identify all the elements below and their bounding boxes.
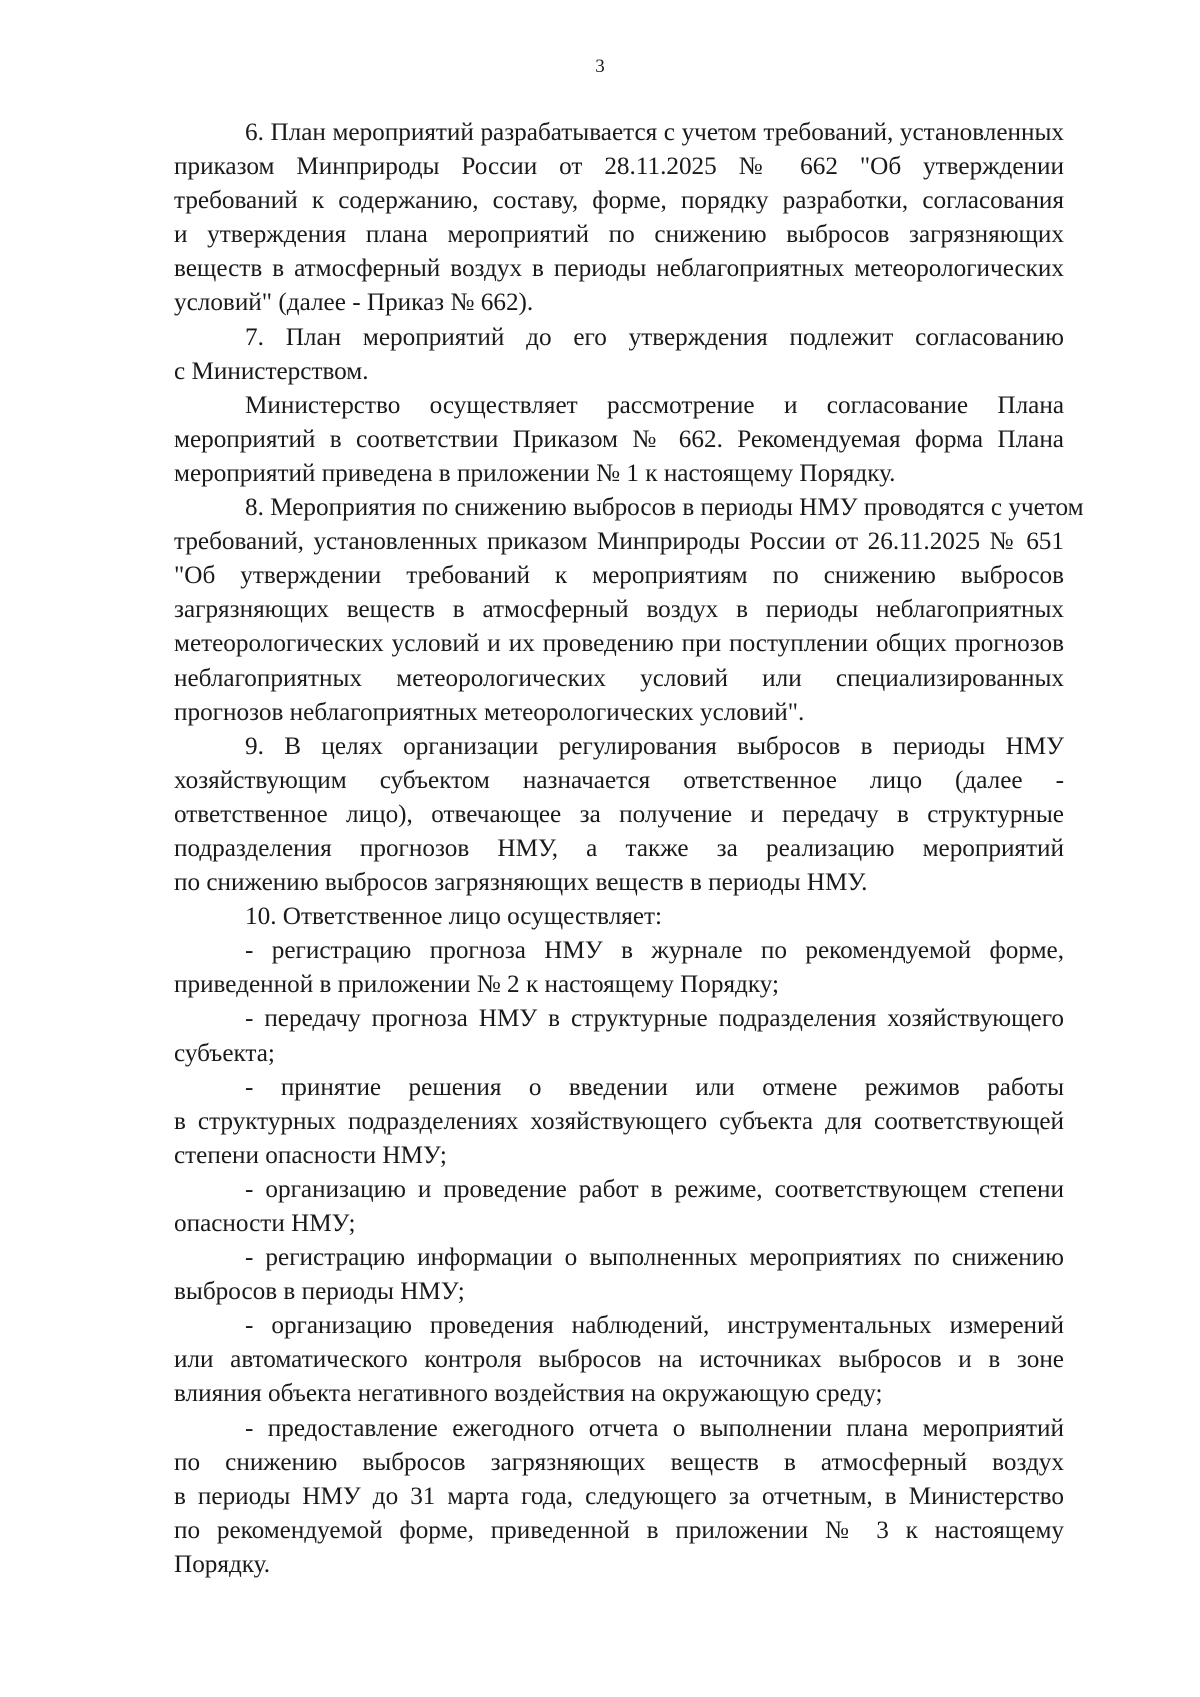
text-line: 7. План мероприятий до его утверждения подлежит согласованию xyxy=(245,323,1064,351)
text-line: - предоставление ежегодного отчета о выполнении плана мероприятий xyxy=(245,1414,1064,1442)
document-body xyxy=(174,116,1084,1582)
text-line: степени опасности НМУ; xyxy=(174,1141,447,1169)
text-line: - передачу прогноза НМУ в структурные подразделения хозяйствующего xyxy=(245,1005,1064,1033)
text-line: по рекомендуемой форме, приведенной в приложении № 3 к настоящему xyxy=(174,1516,1064,1544)
text-line: требований к содержанию, составу, форме, порядку разработки, согласования xyxy=(174,187,1064,215)
text-line: требований, установленных приказом Минприроды России от 26.11.2025 № 651 xyxy=(174,528,1064,556)
text-line: с Министерством. xyxy=(174,357,369,385)
text-line: метеорологических условий и их проведению при поступлении общих прогнозов xyxy=(174,630,1064,658)
paragraph xyxy=(174,491,1084,730)
text-line: - регистрацию информации о выполненных мероприятиях по снижению xyxy=(245,1244,1064,1272)
text-line: прогнозов неблагоприятных метеорологических условий". xyxy=(174,698,805,726)
paragraph xyxy=(174,900,1064,934)
paragraph xyxy=(174,116,1064,321)
text-line: 10. Ответственное лицо осуществляет: xyxy=(245,903,663,931)
text-line: ответственное лицо), отвечающее за получение и передачу в структурные xyxy=(174,800,1064,828)
paragraph xyxy=(174,1173,1064,1241)
text-line: - регистрацию прогноза НМУ в журнале по рекомендуемой форме, xyxy=(245,937,1064,965)
text-line: подразделения прогнозов НМУ, а также за реализацию мероприятий xyxy=(174,834,1064,862)
text-line: по снижению выбросов загрязняющих веществ в периоды НМУ. xyxy=(174,869,868,897)
paragraph xyxy=(174,1309,1064,1411)
text-line: веществ в атмосферный воздух в периоды неблагоприятных метеорологических xyxy=(174,255,1064,283)
paragraph xyxy=(174,321,1064,389)
text-line: субъекта; xyxy=(174,1039,275,1067)
paragraph xyxy=(174,389,1064,491)
paragraph xyxy=(174,1071,1064,1173)
text-line: или автоматического контроля выбросов на источниках выбросов и в зоне xyxy=(174,1346,1064,1374)
text-line: неблагоприятных метеорологических условий или специализированных xyxy=(174,664,1064,692)
paragraph xyxy=(174,1002,1064,1070)
text-line: влияния объекта негативного воздействия на окружающую среду; xyxy=(174,1380,883,1408)
paragraph xyxy=(174,934,1064,1002)
paragraph xyxy=(174,730,1064,900)
text-line: по снижению выбросов загрязняющих веществ в атмосферный воздух xyxy=(174,1448,1064,1476)
text-line: загрязняющих веществ в атмосферный воздух в периоды неблагоприятных xyxy=(174,596,1064,624)
text-line: приведенной в приложении № 2 к настоящему Порядку; xyxy=(174,971,780,999)
text-line: 8. Мероприятия по снижению выбросов в периоды НМУ проводятся с учетом xyxy=(245,494,1084,522)
text-line: приказом Минприроды России от 28.11.2025 № 662 "Об утверждении xyxy=(174,153,1064,181)
text-line: выбросов в периоды НМУ; xyxy=(174,1278,465,1306)
text-line: опасности НМУ; xyxy=(174,1210,356,1237)
text-line: и утверждения плана мероприятий по снижению выбросов загрязняющих xyxy=(174,221,1064,249)
text-line: в периоды НМУ до 31 марта года, следующего за отчетным, в Министерство xyxy=(174,1482,1064,1510)
text-line: 9. В целях организации регулирования выбросов в периоды НМУ xyxy=(245,732,1064,760)
text-line: - организацию проведения наблюдений, инструментальных измерений xyxy=(245,1312,1064,1340)
text-line: - организацию и проведение работ в режиме, соответствующем степени xyxy=(245,1175,1064,1203)
page-number: 3 xyxy=(595,56,605,77)
text-line: "Об утверждении требований к мероприятиям по снижению выбросов xyxy=(174,562,1064,590)
paragraph xyxy=(174,1241,1064,1309)
text-line: в структурных подразделениях хозяйствующего субъекта для соответствующей xyxy=(174,1107,1064,1135)
text-line: - принятие решения о введении или отмене режимов работы xyxy=(245,1073,1064,1101)
text-line: условий" (далее - Приказ № 662). xyxy=(174,289,534,317)
text-line: Порядку. xyxy=(174,1550,271,1578)
paragraph xyxy=(174,1412,1064,1582)
text-line: 6. План мероприятий разрабатывается с учетом требований, установленных xyxy=(245,119,1064,146)
text-line: Министерство осуществляет рассмотрение и согласование Плана xyxy=(245,391,1064,419)
text-line: хозяйствующим субъектом назначается ответственное лицо (далее - xyxy=(174,766,1064,794)
text-line: мероприятий в соответствии Приказом № 662. Рекомендуемая форма Плана xyxy=(174,425,1064,453)
text-line: мероприятий приведена в приложении № 1 к настоящему Порядку. xyxy=(174,459,896,487)
